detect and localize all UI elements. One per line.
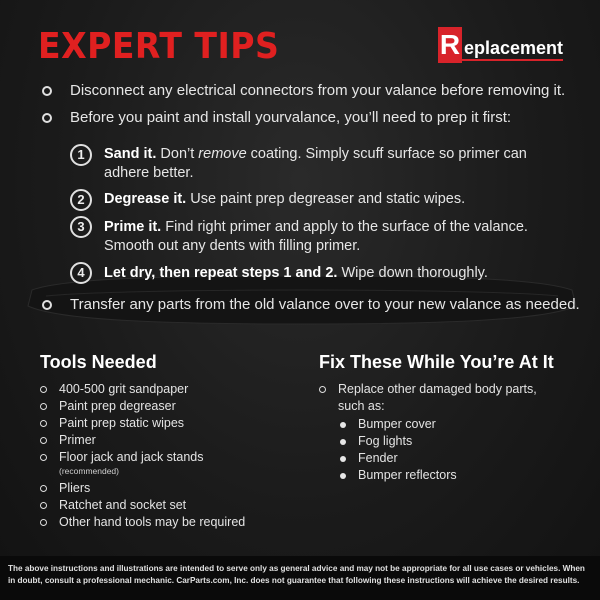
bullet-icon bbox=[40, 420, 47, 427]
tool-item: Floor jack and jack stands bbox=[59, 450, 204, 464]
step-number-icon: 1 bbox=[70, 144, 92, 166]
tool-item: Ratchet and socket set bbox=[59, 498, 187, 512]
brand-logo-initial: R bbox=[438, 27, 462, 63]
fix-item: Bumper cover bbox=[358, 417, 436, 431]
bullet-icon bbox=[42, 300, 52, 310]
tool-item: Primer bbox=[59, 433, 96, 447]
fix-intro-cont: such as: bbox=[338, 399, 385, 413]
step-title: Let dry, then repeat steps 1 and 2. bbox=[104, 265, 338, 281]
page-title: EXPERT TIPS bbox=[38, 26, 280, 67]
bullet-icon bbox=[40, 437, 47, 444]
bullet-icon bbox=[40, 386, 47, 393]
bullet-icon bbox=[40, 502, 47, 509]
tool-item: Paint prep degreaser bbox=[59, 399, 176, 413]
step-sand: Sand it. Don’t remove coating. Simply scuff surface so primer can adhere better. bbox=[104, 146, 527, 181]
step-prime: Prime it. Find right primer and apply to the surface of the valance. Smooth out any dents with filling primer. bbox=[104, 219, 528, 254]
step-title: Degrease it. bbox=[104, 191, 187, 207]
bullet-icon bbox=[340, 456, 346, 462]
step-title: Sand it. bbox=[104, 146, 157, 162]
bullet-icon bbox=[40, 403, 47, 410]
brand-logo bbox=[438, 27, 563, 63]
tool-item: Paint prep static wipes bbox=[59, 416, 185, 430]
bullet-icon bbox=[42, 113, 52, 123]
bullet-icon bbox=[340, 439, 346, 445]
step-number-icon: 4 bbox=[70, 262, 92, 284]
fix-item: Bumper reflectors bbox=[358, 468, 457, 482]
step-title: Prime it. bbox=[104, 219, 162, 235]
fix-intro: Replace other damaged body parts, bbox=[338, 382, 537, 396]
step-number-icon: 2 bbox=[70, 189, 92, 211]
bullet-icon bbox=[40, 454, 47, 461]
tool-item: Other hand tools may be required bbox=[59, 515, 246, 529]
tip-disconnect: Disconnect any electrical connectors from your valance before removing it. bbox=[70, 82, 566, 99]
tip-prep: Before you paint and install yourvalance, you’ll need to prep it first: bbox=[70, 109, 512, 126]
tools-heading: Tools Needed bbox=[40, 352, 157, 372]
bullet-icon bbox=[42, 86, 52, 96]
step-number-icon: 3 bbox=[70, 216, 92, 238]
step-degrease: Degrease it. Use paint prep degreaser and static wipes. bbox=[104, 191, 466, 207]
fix-item: Fender bbox=[358, 451, 398, 465]
bullet-icon bbox=[40, 519, 47, 526]
step-dry: Let dry, then repeat steps 1 and 2. Wipe down thoroughly. bbox=[104, 265, 488, 281]
tool-item: Pliers bbox=[59, 481, 91, 495]
tool-item: 400-500 grit sandpaper bbox=[59, 382, 189, 396]
disclaimer: The above instructions and illustrations are intended to serve only as general advice and may not be appropriate for all use cases or vehicles. When in doubt, consult a professional mechanic. CarParts.com, Inc. does not guarantee that following these instructions will achieve the desired results. bbox=[0, 556, 600, 600]
tool-note: (recommended) bbox=[59, 466, 119, 476]
brand-logo-text: eplacement bbox=[462, 37, 563, 61]
fix-item: Fog lights bbox=[358, 434, 413, 448]
bullet-icon bbox=[340, 422, 346, 428]
bullet-icon bbox=[319, 386, 326, 393]
bullet-icon bbox=[340, 473, 346, 479]
bullet-icon bbox=[40, 485, 47, 492]
tip-transfer: Transfer any parts from the old valance over to your new valance as needed. bbox=[70, 296, 580, 313]
fix-heading: Fix These While You’re At It bbox=[319, 352, 554, 372]
